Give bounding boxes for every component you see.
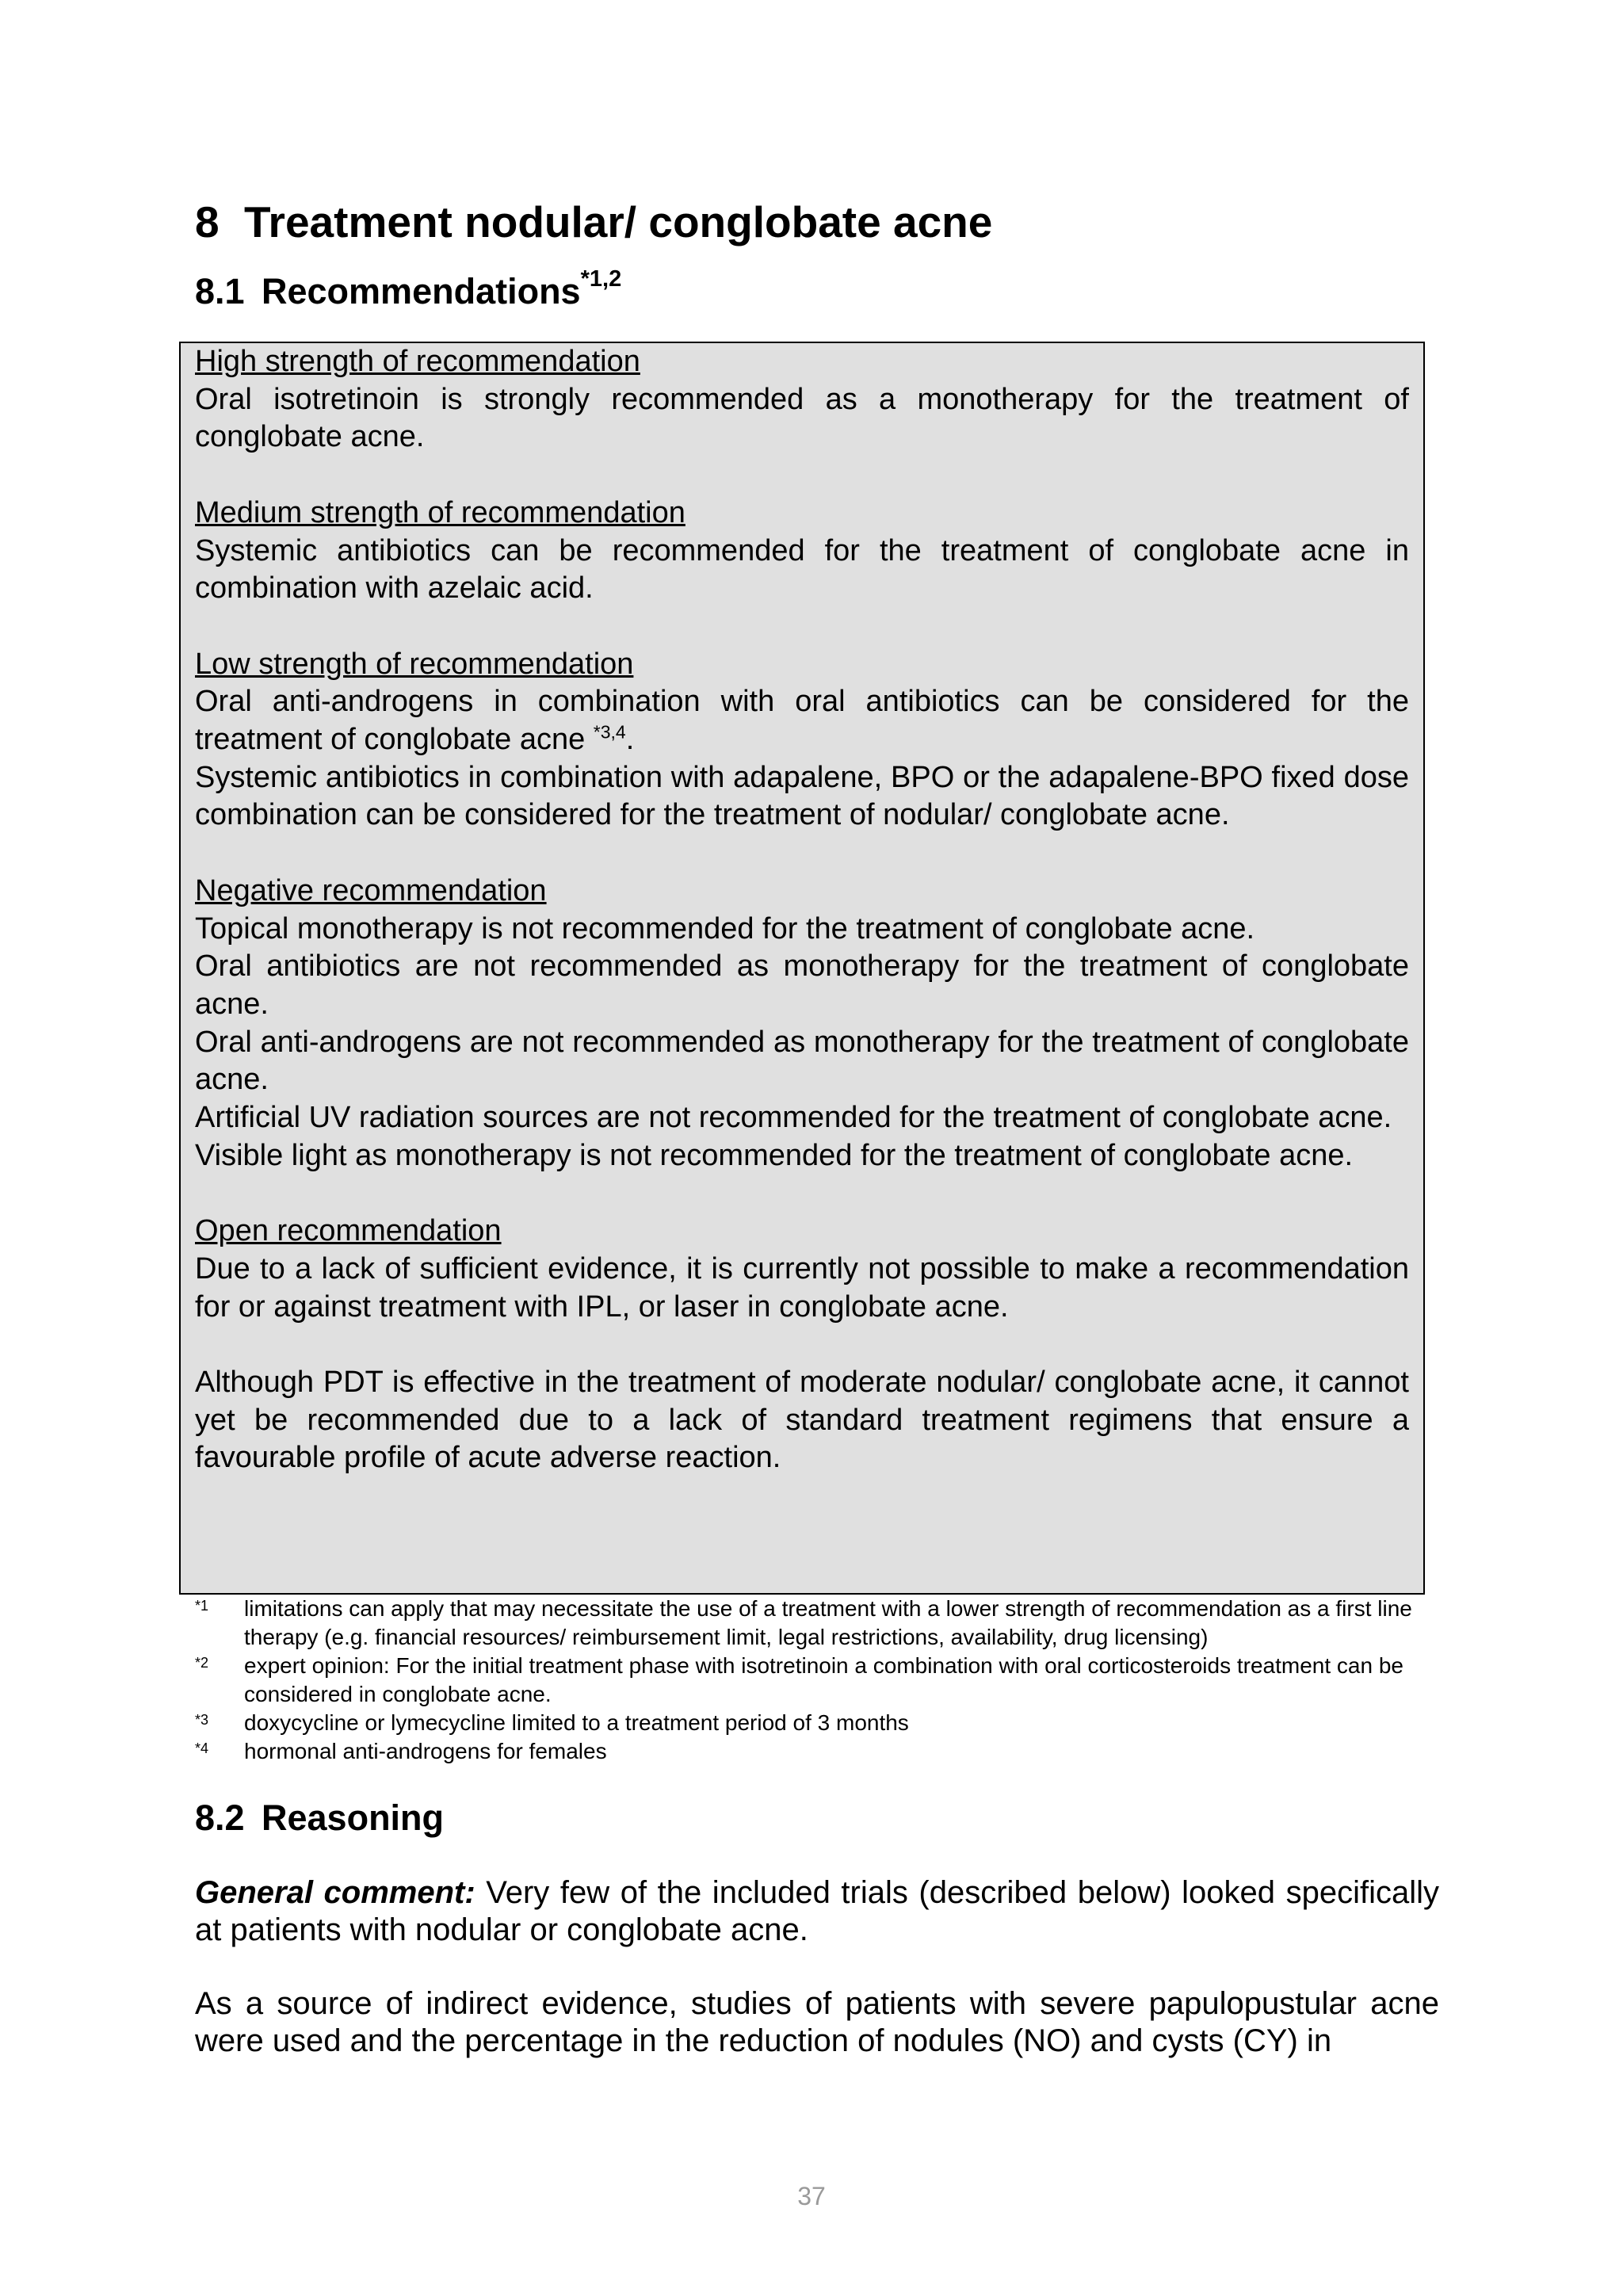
high-strength-text: Oral isotretinoin is strongly recommended as a monotherapy for the treatment of conglobate acne. <box>195 382 1409 454</box>
section-title: Treatment nodular/ conglobate acne <box>244 197 993 246</box>
footnote <box>195 1595 1439 1652</box>
section-number: 8 <box>195 197 220 246</box>
indirect-evidence-paragraph: As a source of indirect evidence, studies of patients with severe papulopustular acne were used and the percentage in the reduction of nodules (NO) and cysts (CY) in <box>195 1986 1439 2058</box>
footnote <box>195 1709 1439 1737</box>
footnote-text: expert opinion: For the initial treatment phase with isotretinoin a combination with oral corticosteroids treatment can be considered in conglobate acne. <box>244 1653 1403 1706</box>
high-strength-heading: High strength of recommendation <box>195 345 640 378</box>
subsection-number: 8.1 <box>195 271 245 311</box>
general-comment-label: General comment: <box>195 1875 475 1910</box>
negative-item-2: Oral antibiotics are not recommended as monotherapy for the treatment of conglobate acne. <box>195 949 1409 1021</box>
footnote <box>195 1737 1439 1766</box>
pdt-text: Although PDT is effective in the treatment of moderate nodular/ conglobate acne, it cannot yet be recommended due to a lack of standard treatment regimens that ensure a favourable profile of acute adverse reaction. <box>195 1365 1409 1475</box>
section-heading <box>195 197 992 247</box>
negative-item-3: Oral anti-androgens are not recommended as monotherapy for the treatment of conglobate acne. <box>195 1025 1409 1097</box>
footnote-marker: *2 <box>195 1655 209 1671</box>
low-strength-text-1 <box>195 683 1409 758</box>
negative-item-4: Artificial UV radiation sources are not recommended for the treatment of conglobate acne. <box>195 1101 1392 1135</box>
footnote <box>195 1652 1439 1709</box>
negative-item-5: Visible light as monotherapy is not recommended for the treatment of conglobate acne. <box>195 1138 1354 1172</box>
footnote-text: limitations can apply that may necessitate the use of a treatment with a lower strength of recommendation as a first line therapy (e.g. financial resources/ reimbursement limit, legal restrictions, availability, drug licensing) <box>244 1596 1412 1649</box>
subsection-title: Reasoning <box>262 1797 445 1838</box>
low-strength-text-2: Systemic antibiotics in combination with adapalene, BPO or the adapalene-BPO fixed dose combination can be considered for the treatment of nodular/ conglobate acne. <box>195 760 1409 832</box>
negative-item-1: Topical monotherapy is not recommended for the treatment of conglobate acne. <box>195 911 1255 946</box>
low-strength-text-1-end: . <box>625 723 635 756</box>
subsection-heading-reasoning <box>195 1797 444 1839</box>
footnote-marker: *3 <box>195 1712 209 1728</box>
subsection-heading-recommendations <box>195 262 621 313</box>
subsection-title: Recommendations <box>262 271 581 311</box>
subsection-number: 8.2 <box>195 1797 245 1838</box>
medium-strength-text: Systemic antibiotics can be recommended for the treatment of conglobate acne in combination with azelaic acid. <box>195 533 1409 606</box>
low-strength-heading: Low strength of recommendation <box>195 647 634 681</box>
subsection-superscript: *1,2 <box>580 266 622 292</box>
footnote-text: doxycycline or lymecycline limited to a treatment period of 3 months <box>244 1710 909 1735</box>
open-text: Due to a lack of sufficient evidence, it is currently not possible to make a recommendation for or against treatment with IPL, or laser in conglobate acne. <box>195 1251 1409 1324</box>
footnotes <box>195 1595 1439 1766</box>
medium-strength-heading: Medium strength of recommendation <box>195 495 685 529</box>
footnote-text: hormonal anti-androgens for females <box>244 1739 607 1763</box>
recommendations-box <box>179 342 1425 1595</box>
low-strength-footnote-ref: *3,4 <box>593 721 626 743</box>
general-comment-text: Very few of the included trials (described below) looked specifically at patients with nodular or conglobate acne. <box>195 1875 1440 1947</box>
negative-heading: Negative recommendation <box>195 873 547 907</box>
footnote-marker: *4 <box>195 1740 209 1756</box>
page-number: 37 <box>797 2182 826 2210</box>
open-heading: Open recommendation <box>195 1214 502 1248</box>
footnote-marker: *1 <box>195 1598 209 1614</box>
low-strength-text-1-body: Oral anti-androgens in combination with oral antibiotics can be considered for the treatment of conglobate acne <box>195 685 1409 756</box>
general-comment-paragraph <box>195 1874 1439 1949</box>
